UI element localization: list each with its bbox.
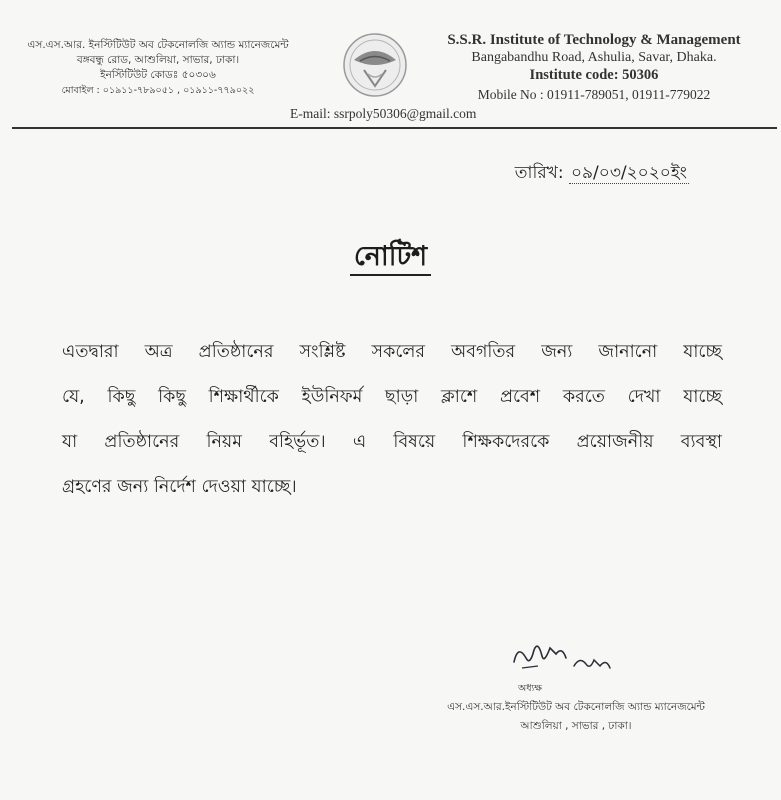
institute-logo-icon	[340, 30, 410, 100]
notice-title-wrap	[0, 236, 781, 281]
bangla-institute-name: এস.এস.আর. ইনস্টিটিউট অব টেকনোলজি অ্যান্ড ম্যানেজমেন্ট	[27, 39, 289, 51]
signatory-address: আশুলিয়া , সাভার , ঢাকা।	[520, 720, 632, 732]
header-divider	[12, 127, 777, 129]
date-label: তারিখ:	[514, 163, 564, 183]
header-english	[414, 32, 774, 103]
body-line: গ্রহণের জন্য নির্দেশ দেওয়া যাচ্ছে।	[62, 477, 297, 497]
header-bangla	[8, 38, 308, 98]
notice-body	[62, 338, 722, 518]
body-line: যে, কিছু কিছু শিক্ষার্থীকে ইউনিফর্ম ছাড়া ক্লাশে প্রবেশ করতে দেখা যাচ্ছে	[62, 387, 722, 407]
bangla-institute-code: ইনস্টিটিউট কোডঃ ৫০৩০৬	[100, 69, 216, 81]
body-line: যা প্রতিষ্ঠানের নিয়ম বহির্ভূত। এ বিষয়ে শিক্ষকদেরকে প্রয়োজনীয় ব্যবস্থা	[62, 432, 722, 452]
institute-mobile: Mobile No : 01911-789051, 01911-779022	[477, 87, 711, 102]
date-value: ০৯/০৩/২০২০ইং	[570, 163, 687, 183]
signatory-title: অধ্যক্ষ	[518, 683, 543, 694]
notice-title: নোটিশ	[350, 241, 431, 276]
institute-code: Institute code: 50306	[529, 67, 659, 83]
institute-address: Bangabandhu Road, Ashulia, Savar, Dhaka.	[471, 50, 717, 65]
bangla-address: বঙ্গবন্ধু রোড, আশুলিয়া, সাভার, ঢাকা।	[76, 54, 240, 66]
notice-date	[515, 160, 689, 188]
institute-email: E-mail: ssrpoly50306@gmail.com	[290, 106, 477, 121]
institute-name: S.S.R. Institute of Technology & Management	[447, 32, 741, 48]
bangla-mobile: মোবাইল : ০১৯১১-৭৮৯০৫১ , ০১৯১১-৭৭৯০২২	[61, 85, 255, 96]
signatory-institute: এস.এস.আর.ইনস্টিটিউট অব টেকনোলজি অ্যান্ড ম্যানেজমেন্ট	[447, 701, 705, 713]
body-line: এতদ্বারা অত্র প্রতিষ্ঠানের সংশ্লিষ্ট সকলের অবগতির জন্য জানানো যাচ্ছে	[62, 342, 722, 362]
handwritten-signature	[508, 636, 618, 678]
